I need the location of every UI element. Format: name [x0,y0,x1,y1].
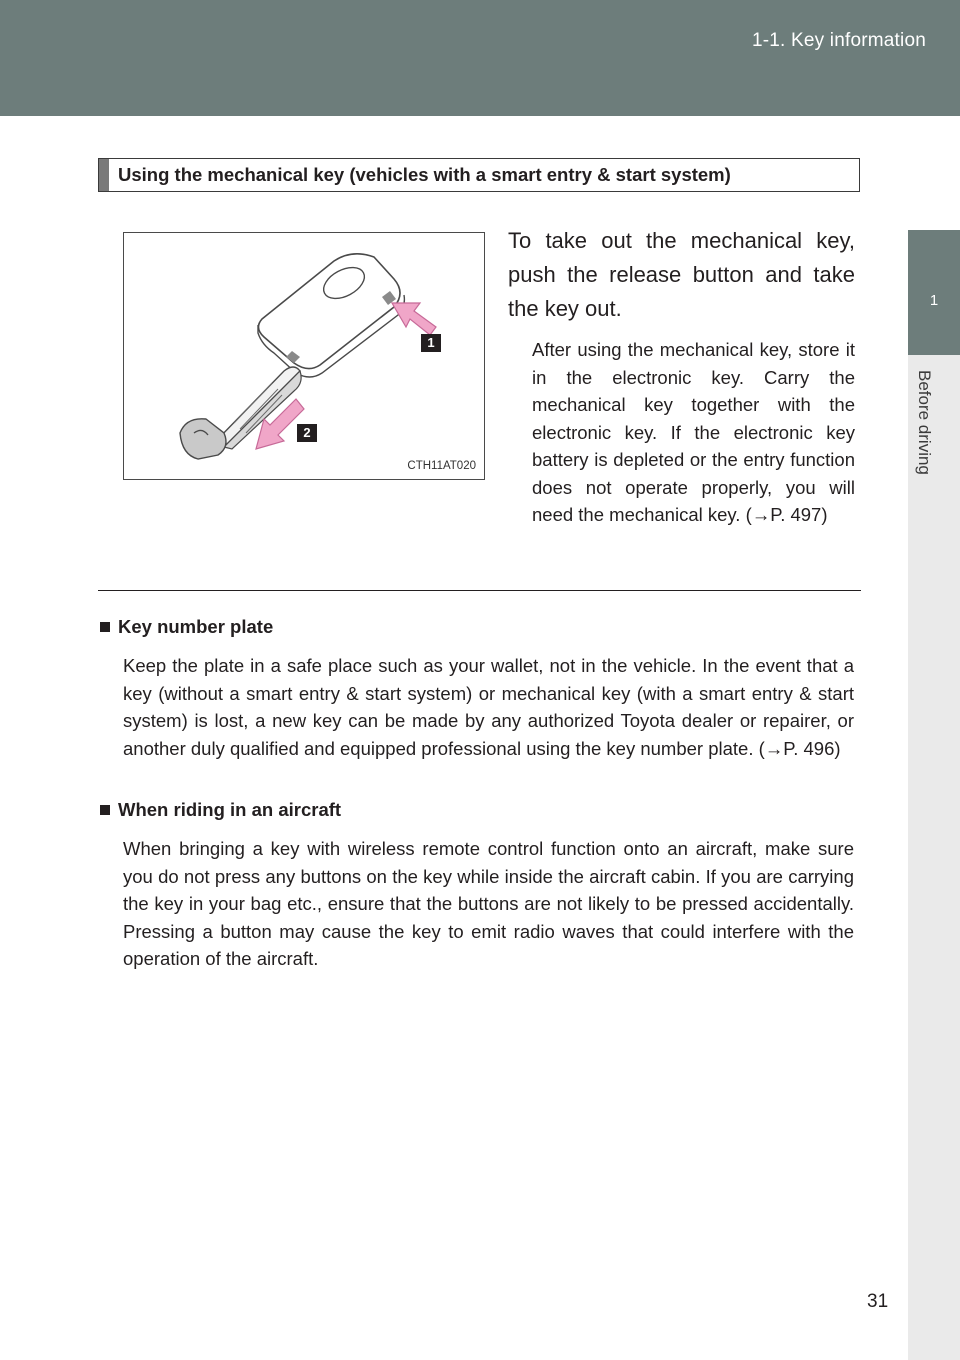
figure-code: CTH11AT020 [407,460,476,472]
note-text: After using the mechanical key, store it in the electronic key. Carry the mechanical key together with the electronic key. If the electronic key battery is depleted or the entry function does not operate properly, you will need the mechanical key. ( [532,339,855,525]
callout-2: 2 [297,424,317,442]
info-heading-aircraft [100,799,341,821]
electronic-key-icon [258,254,404,377]
instruction-text: To take out the mechanical key, push the release button and take the key out. [508,228,855,321]
chapter-tab-number: 1 [929,292,939,309]
info-body-aircraft: When bringing a key with wireless remote control function onto an aircraft, make sure you do not press any buttons on the key while inside the aircraft cabin. If you are carrying the key in your bag etc., ensure that the buttons are not likely to be pressed accidentally. Pressing a button may cause the key to emit radio waves that could interfere with the operation of the aircraft. [123,838,854,969]
section-header [98,158,860,192]
square-bullet-icon [100,622,110,632]
key-illustration [123,232,485,480]
page-reference-link[interactable]: → P. 497 [752,504,822,525]
section-header-accent [99,159,109,191]
page-reference-link[interactable]: → P. 496 [765,738,835,759]
info-heading-key-number-plate [100,616,273,638]
note-paragraph [532,336,855,529]
info-body-close: ) [834,737,841,759]
square-bullet-icon [100,805,110,815]
chapter-side-strip [908,355,960,1360]
info-body-text: Keep the plate in a safe place such as your wallet, not in the vehicle. In the event that a key (without a smart entry & start system) or mechanical key (with a smart entry & start system) is lost, a new key can be made by any authorized Toyota dealer or repairer, or another duly qualified and equipped professional using the key number plate. ( [123,655,854,759]
callout-1: 1 [421,334,441,352]
section-divider [98,590,861,591]
header-section-title: 1-1. Key information [751,30,926,51]
info-heading-text: When riding in an aircraft [118,799,342,820]
chapter-side-label: Before driving [915,370,934,475]
info-body-key-number-plate [123,652,854,762]
note-close: ) [821,504,828,525]
smart-key-drawing [124,233,484,479]
header-band [0,0,960,116]
info-heading-text: Key number plate [118,616,274,637]
page-number: 31 [867,1291,889,1312]
push-arrow-icon [392,303,436,335]
section-title: Using the mechanical key (vehicles with a smart entry & start system) [118,164,731,185]
